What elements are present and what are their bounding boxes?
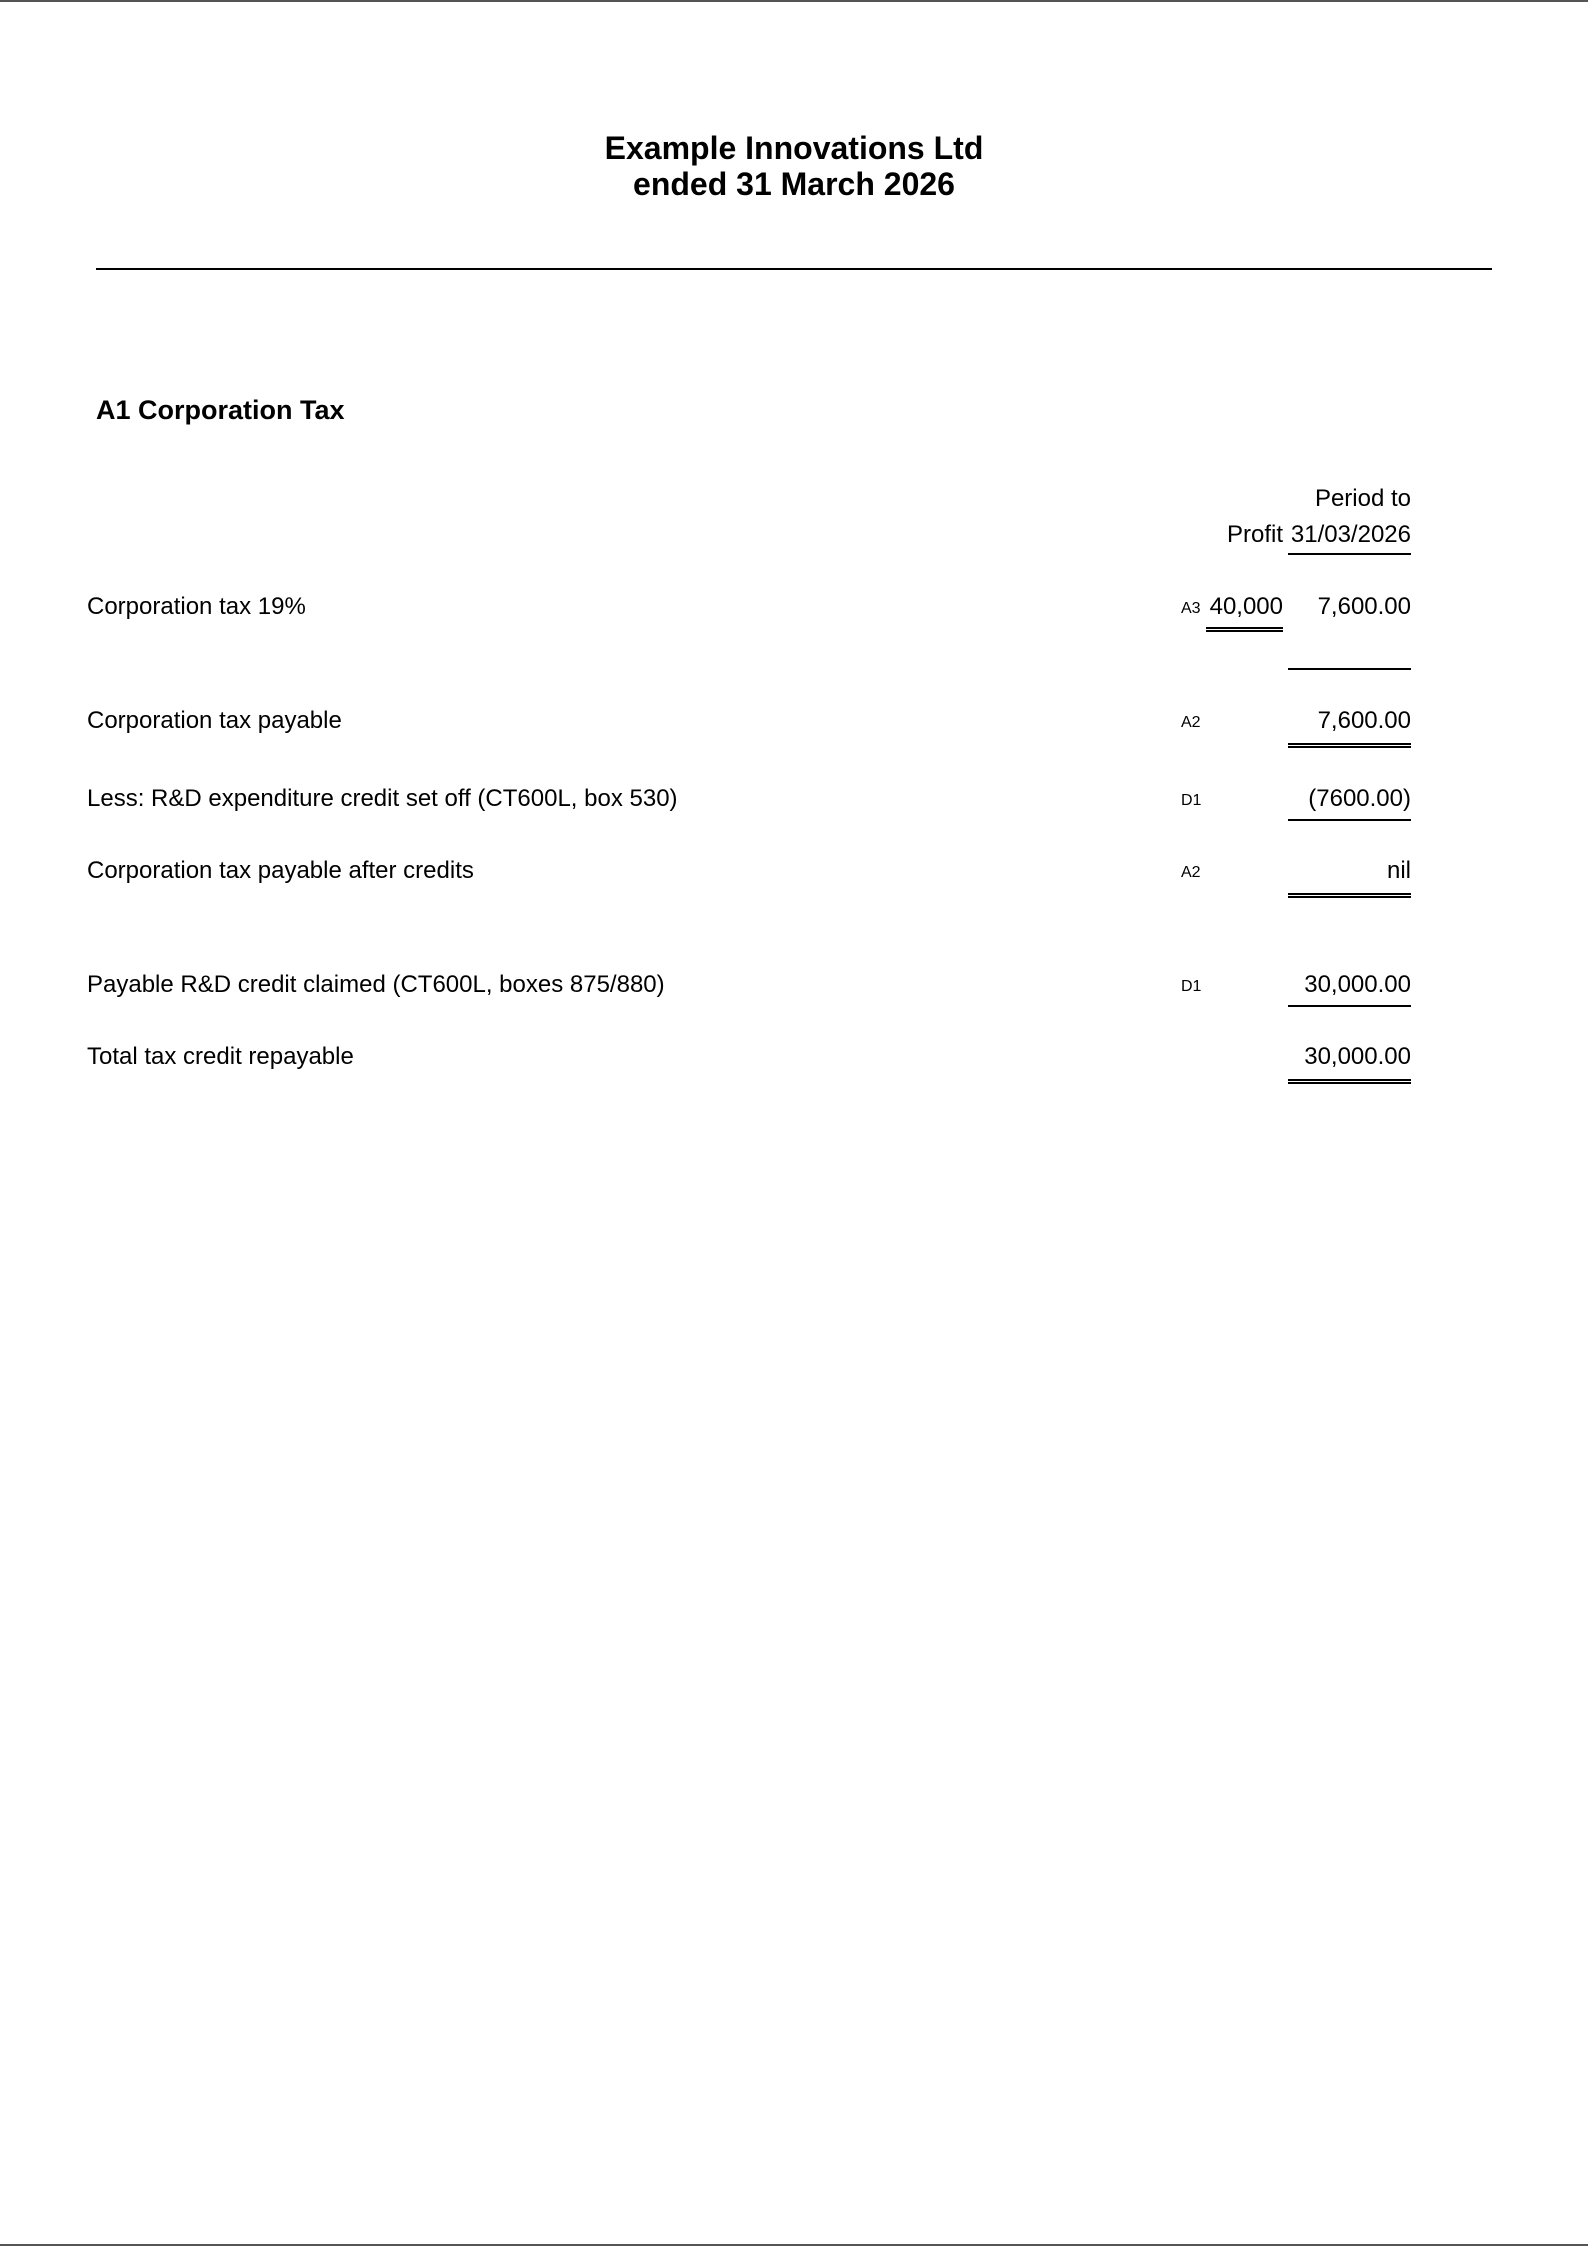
row-amount-payable-rd: 30,000.00 <box>1288 971 1411 1007</box>
page-top-border <box>0 0 1588 2</box>
row-label-ct-payable: Corporation tax payable <box>87 707 342 734</box>
row-ref-ct-payable: A2 <box>1181 714 1201 731</box>
document-header <box>0 130 1588 202</box>
row-label-total-repayable: Total tax credit repayable <box>87 1043 354 1070</box>
row-ref-payable-rd: D1 <box>1181 978 1202 995</box>
company-name: Example Innovations Ltd <box>604 130 984 166</box>
profit-header: Profit <box>1226 521 1283 548</box>
page-bottom-border <box>0 2244 1588 2246</box>
row-ref-rd-setoff: D1 <box>1181 792 1202 809</box>
row-ref-ct-rate: A3 <box>1181 600 1201 617</box>
row-amount-rd-setoff: (7600.00) <box>1288 785 1411 821</box>
row-amount-ct-after-credits: nil <box>1288 857 1411 898</box>
row-amount-total-repayable: 30,000.00 <box>1288 1043 1411 1084</box>
row-profit-ct-rate: 40,000 <box>1206 593 1283 632</box>
subtotal-rule <box>1288 668 1411 670</box>
row-amount-ct-rate: 7,600.00 <box>1317 593 1411 620</box>
row-amount-ct-payable: 7,600.00 <box>1288 707 1411 748</box>
row-label-rd-setoff: Less: R&D expenditure credit set off (CT600L, box 530) <box>87 785 678 812</box>
period-header-line2: 31/03/2026 <box>1288 521 1411 555</box>
row-label-ct-after-credits: Corporation tax payable after credits <box>87 857 474 884</box>
period-header-line1: Period to <box>1314 485 1411 512</box>
header-divider <box>96 268 1492 270</box>
row-label-ct-rate: Corporation tax 19% <box>87 593 306 620</box>
row-label-payable-rd: Payable R&D credit claimed (CT600L, boxes 875/880) <box>87 971 665 998</box>
row-ref-ct-after-credits: A2 <box>1181 864 1201 881</box>
period-title: ended 31 March 2026 <box>633 166 955 202</box>
section-title: A1 Corporation Tax <box>96 395 345 425</box>
